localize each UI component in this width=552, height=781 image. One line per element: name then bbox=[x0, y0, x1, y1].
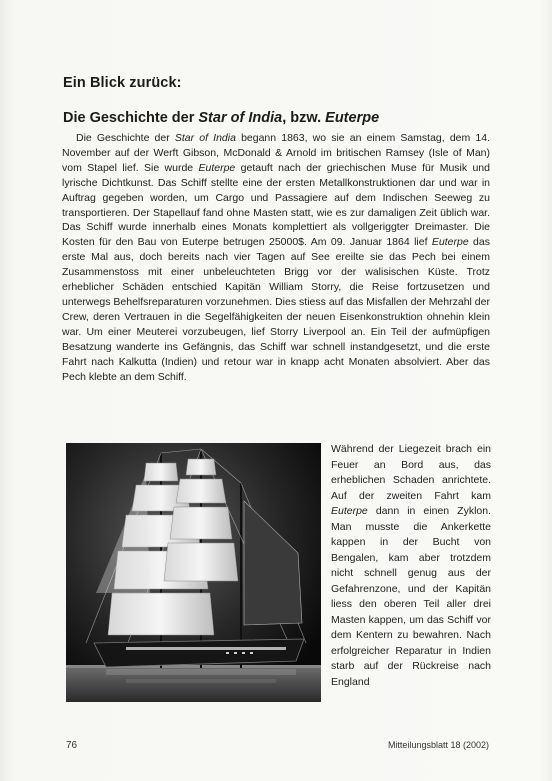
ship-name: Euterpe bbox=[331, 505, 368, 517]
article-title bbox=[63, 110, 503, 126]
text-run: dann in einen Zyklon. Man musste die Ankerkette kappen in der Bucht von Bengalen, kam aber trotzdem nicht schnell genug aus der Gefahrenzone, und der Kapitän liess den oberen Teil aller drei Masten kappen, um das Schiff vor dem Kentern zu bewahren. Nach erfolgreicher Reparatur in Indien starb auf der Rückreise nach England bbox=[331, 505, 491, 688]
tall-ship-illustration bbox=[66, 443, 321, 702]
text-run: Während der Liegezeit brach ein Feuer an Bord aus, das erheblichen Schaden anrichtete. Auf der zweiten Fahrt kam bbox=[331, 443, 491, 502]
article-paragraph-2 bbox=[331, 442, 491, 690]
text-run: getauft nach der griechischen Muse für Musik und lyrische Dichtkunst. Das Schiff stellte eine der ersten Metallkonstruktionen dar und war in Auftrag gegeben worden, um Cargo und Passagiere auf dem Indischen Seeweg zu transportieren. Der Stapellauf fand ohne Masten statt, wie es zur damaligen Zeit üblich war. Das Schiff wurde innerhalb eines Monats komplettiert als vollgeriggter Dreimaster. Die Kosten für den Bau von Euterpe betrugen 25000$. Am 09. Januar 1864 lief bbox=[62, 161, 490, 249]
title-ship-name: Star of India bbox=[198, 110, 283, 126]
title-prefix: Die Geschichte der bbox=[63, 110, 199, 126]
article-paragraph-1 bbox=[62, 131, 490, 384]
ship-photo bbox=[66, 443, 321, 702]
text-run: begann 1863, wo sie an einem Samstag, dem 14. November auf der Werft Gibson, McDonald & Arnold im britischen Ramsey (Isle of Man) vom Stapel lief. Sie wurde bbox=[62, 132, 490, 174]
text-run: Die Geschichte der bbox=[76, 132, 175, 144]
text-run: das erste Mal aus, doch bereits nach vier Tagen auf See ereilte sie das Pech bei einem Zusammenstoss mit einer unbeleuchteten Brigg vor der walisischen Küste. Trotz erheblicher Schäden entschied Kapitän William Storry, die Reise fortzusetzen und unterwegs Behelfsreparaturen vorzunehmen. Dies stiess auf das Misfallen der Mehrzahl der Crew, deren Vertrauen in die Segelfähigkeiten der neuen Eisenkonstruktion ohnehin klein war. Um einer Meuterei vorzubeugen, lief Storry Liverpool an. Ein Teil der aufmüpfigen Besatzung wanderte ins Gefängnis, das Schiff war schnell instandgesetzt, und die erste Fahrt nach Kalkutta (Indien) und retour war in knapp acht Monaten absolviert. Aber das Pech klebte an dem Schiff. bbox=[62, 236, 490, 383]
page-number: 76 bbox=[66, 740, 78, 751]
ship-name: Star of India bbox=[174, 132, 236, 144]
ship-name: Euterpe bbox=[431, 236, 469, 249]
section-kicker: Ein Blick zurück: bbox=[63, 75, 182, 91]
ship-name: Euterpe bbox=[198, 161, 236, 174]
title-ship-name-alt: Euterpe bbox=[325, 110, 380, 126]
title-middle: , bzw. bbox=[282, 110, 326, 126]
publication-footer: Mitteilungsblatt 18 (2002) bbox=[387, 740, 489, 750]
